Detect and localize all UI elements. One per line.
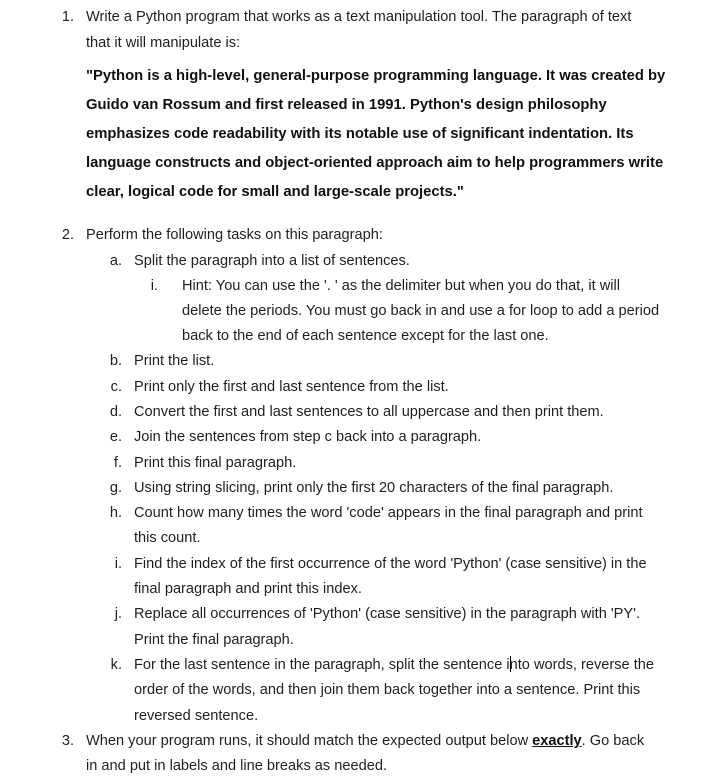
list-marker-2b: b. [109,353,122,369]
item-2k-line-2: order of the words, and then join them back together into a sentence. Print this [134,682,641,698]
list-marker-2k: k. [110,657,122,673]
list-marker-2c: c. [110,379,122,395]
list-marker-2: 2. [61,227,74,243]
item-2j-line-1: Replace all occurrences of 'Python' (case sensitive) in the paragraph with 'PY'. [134,606,640,622]
list-marker-2e: e. [109,429,122,445]
item-2c-line-1: Print only the first and last sentence from the list. [134,379,449,395]
item-2k-line-1 [134,655,654,675]
list-marker-2a: a. [109,253,122,269]
item-2i-line-2: final paragraph and print this index. [134,581,362,597]
item-1-line-2: that it will manipulate is: [86,35,241,51]
list-marker-2g: g. [109,480,122,496]
emphasis-exactly: exactly [532,733,582,749]
list-marker-2d: d. [109,404,122,420]
quoted-paragraph-line-2: Guido van Rossum and first released in 1991. Python's design philosophy [86,97,607,113]
list-marker-2i: i. [114,556,122,572]
list-marker-2j: j. [114,606,122,622]
list-marker-2a-i: i. [150,278,158,294]
quoted-paragraph-line-3: emphasizes code readability with its notable use of significant indentation. Its [86,126,634,142]
item-2f-line-1: Print this final paragraph. [134,455,297,471]
item-2e-line-1: Join the sentences from step c back into a paragraph. [134,429,482,445]
item-2-line-1: Perform the following tasks on this paragraph: [86,227,383,243]
item-3-line-1-before: When your program runs, it should match the expected output below [86,733,533,749]
quoted-paragraph-line-1: "Python is a high-level, general-purpose programming language. It was created by [86,68,666,84]
item-2k-line-3: reversed sentence. [134,708,259,724]
item-3-line-2: in and put in labels and line breaks as needed. [86,758,388,774]
item-2g-line-1: Using string slicing, print only the first 20 characters of the final paragraph. [134,480,614,496]
item-3-line-1-after: . Go back [581,733,645,749]
item-2h-line-1: Count how many times the word 'code' appears in the final paragraph and print [134,505,643,521]
list-marker-3: 3. [61,733,74,749]
item-1-line-1: Write a Python program that works as a text manipulation tool. The paragraph of text [86,9,632,25]
item-2d-line-1: Convert the first and last sentences to all uppercase and then print them. [134,404,604,420]
item-2a-i-line-2: delete the periods. You must go back in and use a for loop to add a period [182,303,660,319]
item-2h-line-2: this count. [134,530,201,546]
item-2a-line-1: Split the paragraph into a list of sentences. [134,253,410,269]
list-marker-1: 1. [61,9,74,25]
item-2a-i-line-1: Hint: You can use the '. ' as the delimiter but when you do that, it will [182,278,620,294]
list-marker-2f: f. [113,455,122,471]
item-2j-line-2: Print the final paragraph. [134,632,294,648]
quoted-paragraph-line-5: clear, logical code for small and large-scale projects." [86,184,464,200]
quoted-paragraph-line-4: language constructs and object-oriented approach aim to help programmers write [86,155,664,171]
item-2k-line-1-before-caret: For the last sentence in the paragraph, split the sentence i [134,657,510,673]
item-2k-line-1-after-caret: nto words, reverse the [509,657,655,673]
item-2b-line-1: Print the list. [134,353,215,369]
item-2i-line-1: Find the index of the first occurrence of the word 'Python' (case sensitive) in the [134,556,647,572]
item-3-line-1 [86,731,644,751]
item-2a-i-line-3: back to the end of each sentence except for the last one. [182,328,549,344]
list-marker-2h: h. [109,505,122,521]
